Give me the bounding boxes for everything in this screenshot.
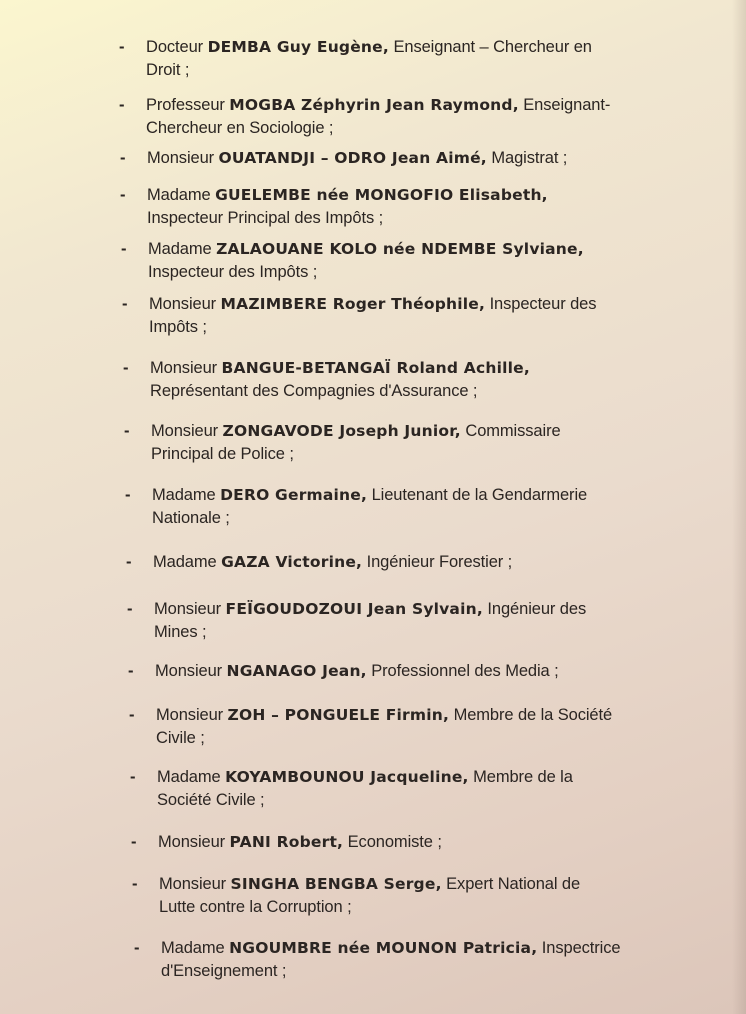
entry-role: Inspecteur des <box>489 295 597 313</box>
entry-title: Monsieur <box>159 875 227 893</box>
list-item <box>122 293 729 339</box>
list-item <box>120 184 727 230</box>
list-item <box>134 937 741 983</box>
entry-name: ZALAOUANE KOLO née NDEMBE Sylviane, <box>216 240 584 258</box>
entry-name: DEMBA Guy Eugène, <box>207 38 389 56</box>
entry-role: Enseignant- <box>523 96 611 114</box>
entry-name: GUELEMBE née MONGOFIO Elisabeth, <box>215 186 548 204</box>
list-dash: - <box>134 939 140 957</box>
list-item <box>123 357 730 403</box>
entry-role-continued: d'Enseignement ; <box>161 962 287 980</box>
entry-role-continued: Mines ; <box>154 623 207 641</box>
entry-role: Membre de la Société <box>453 706 613 724</box>
list-dash: - <box>128 662 134 680</box>
entry-role-continued: Chercheur en Sociologie ; <box>146 119 334 137</box>
list-item <box>125 484 732 530</box>
entry-name: SINGHA BENGBA Serge, <box>230 875 442 893</box>
list-dash: - <box>129 706 135 724</box>
entry-role-continued: Lutte contre la Corruption ; <box>159 898 352 916</box>
entry-title: Madame <box>152 486 216 504</box>
list-item <box>119 36 726 82</box>
entry-name: FEÏGOUDOZOUI Jean Sylvain, <box>225 600 483 618</box>
entry-title: Monsieur <box>147 149 215 167</box>
entry-name: KOYAMBOUNOU Jacqueline, <box>225 768 469 786</box>
entry-name: OUATANDJI – ODRO Jean Aimé, <box>218 149 487 167</box>
list-dash: - <box>127 600 133 618</box>
entry-role: Economiste ; <box>347 833 442 851</box>
entry-role: Professionnel des Media ; <box>371 662 559 680</box>
entry-title: Monsieur <box>155 662 223 680</box>
entry-title: Monsieur <box>158 833 226 851</box>
entry-role-continued: Civile ; <box>156 729 205 747</box>
entry-role-continued: Principal de Police ; <box>151 445 294 463</box>
entry-title: Madame <box>157 768 221 786</box>
list-item <box>129 704 736 750</box>
list-item <box>121 238 728 284</box>
list-dash: - <box>120 186 126 204</box>
entry-name: BANGUE-BETANGAÏ Roland Achille, <box>221 359 530 377</box>
entry-name: NGANAGO Jean, <box>226 662 367 680</box>
entry-title: Madame <box>153 553 217 571</box>
list-item <box>131 831 738 854</box>
list-dash: - <box>124 422 130 440</box>
entry-role-continued: Société Civile ; <box>157 791 265 809</box>
entry-title: Monsieur <box>150 359 218 377</box>
entry-name: ZONGAVODE Joseph Junior, <box>222 422 461 440</box>
list-item <box>127 598 734 644</box>
list-dash: - <box>131 833 137 851</box>
list-dash: - <box>130 768 136 786</box>
list-dash: - <box>132 875 138 893</box>
entry-title: Monsieur <box>149 295 217 313</box>
entry-name: DERO Germaine, <box>220 486 368 504</box>
entry-name: NGOUMBRE née MOUNON Patricia, <box>229 939 538 957</box>
entry-title: Monsieur <box>154 600 222 618</box>
list-item <box>124 420 731 466</box>
list-item <box>126 551 733 574</box>
entry-name: GAZA Victorine, <box>221 553 363 571</box>
entry-name: PANI Robert, <box>229 833 344 851</box>
list-dash: - <box>120 149 126 167</box>
list-item <box>130 766 737 812</box>
entry-role: Enseignant – Chercheur en <box>393 38 592 56</box>
list-dash: - <box>126 553 132 571</box>
entry-role: Lieutenant de la Gendarmerie <box>371 486 588 504</box>
entry-name: MOGBA Zéphyrin Jean Raymond, <box>229 96 519 114</box>
entry-role: Ingénieur Forestier ; <box>366 553 513 571</box>
list-dash: - <box>122 295 128 313</box>
entry-role: Expert National de <box>446 875 581 893</box>
list-dash: - <box>119 96 125 114</box>
entry-title: Monsieur <box>151 422 219 440</box>
entry-role: Commissaire <box>465 422 561 440</box>
list-item <box>120 147 727 170</box>
entry-name: MAZIMBERE Roger Théophile, <box>220 295 486 313</box>
entry-title: Docteur <box>146 38 204 56</box>
entry-title: Monsieur <box>156 706 224 724</box>
list-item <box>128 660 735 683</box>
list-dash: - <box>121 240 127 258</box>
entry-title: Madame <box>147 186 211 204</box>
list-item <box>132 873 739 919</box>
entry-role-continued: Inspecteur des Impôts ; <box>148 263 318 281</box>
entry-role-continued: Droit ; <box>146 61 190 79</box>
page-edge-shadow <box>732 0 746 1014</box>
entry-role-continued: Représentant des Compagnies d'Assurance ; <box>150 382 478 400</box>
entry-role: Ingénieur des <box>487 600 587 618</box>
list-dash: - <box>125 486 131 504</box>
list-dash: - <box>123 359 129 377</box>
list-item <box>119 94 726 140</box>
entry-title: Professeur <box>146 96 225 114</box>
entry-role-continued: Impôts ; <box>149 318 207 336</box>
entry-title: Madame <box>148 240 212 258</box>
entry-name: ZOH – PONGUELE Firmin, <box>227 706 450 724</box>
entry-role: Membre de la <box>473 768 573 786</box>
list-dash: - <box>119 38 125 56</box>
entry-role-continued: Nationale ; <box>152 509 230 527</box>
entry-role: Inspectrice <box>541 939 621 957</box>
entry-role-continued: Inspecteur Principal des Impôts ; <box>147 209 384 227</box>
entry-role: Magistrat ; <box>491 149 568 167</box>
entry-title: Madame <box>161 939 225 957</box>
